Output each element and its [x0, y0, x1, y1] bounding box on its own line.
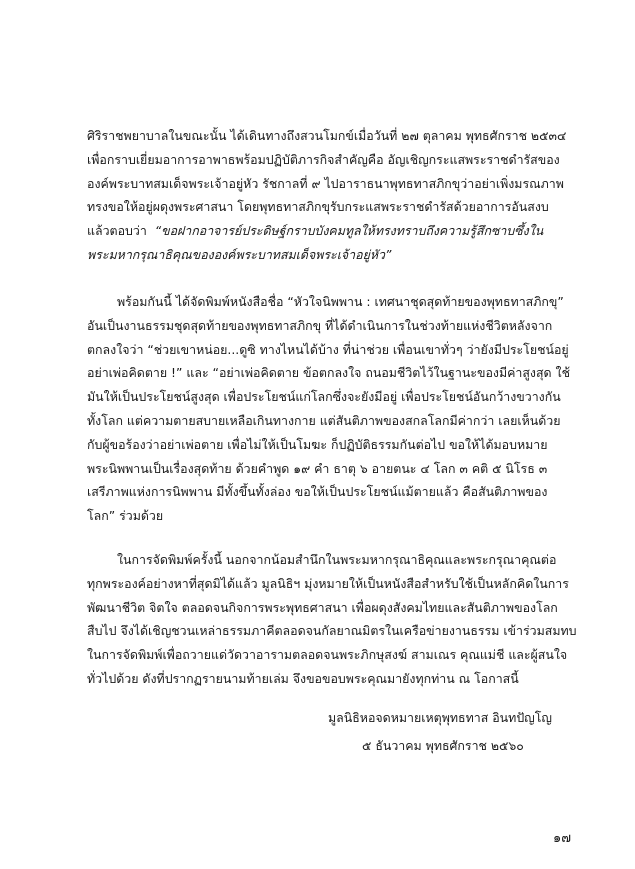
signature-organization: มูลนิธิหอจดหมายเหตุพุทธทาส อินทปัญโญ — [328, 710, 552, 725]
reply-intro: แล้วตอบว่า — [87, 223, 147, 239]
paragraph-printing-purpose — [87, 548, 582, 691]
text-line: โลก” ร่วมด้วย — [87, 508, 164, 524]
text-line: องค์พระบาทสมเด็จพระเจ้าอยู่หัว รัชกาลที่ ๙ ไปอาราธนาพุทธทาสภิกขุว่าอย่าเพิ่งมรณภาพ — [87, 175, 564, 191]
text-line: พัฒนาชีวิต จิตใจ ตลอดจนกิจการพระพุทธศาสนา เพื่อผดุงสังคมไทยและสันติภาพของโลก — [87, 599, 558, 615]
text-line: ทั่วไปด้วย ดังที่ปรากฏรายนามท้ายเล่ม จึงขอขอบพระคุณมายังทุกท่าน ณ โอกาสนี้ — [87, 670, 519, 686]
quote-text: “ขอฝากอาจารย์ประดิษฐ์กราบบังคมทูลให้ทรงทราบถึงความรู้สึกซาบซึ้งใน — [154, 223, 544, 239]
text-line: พร้อมกันนี้ ได้จัดพิมพ์หนังสือชื่อ “หัวใจนิพพาน : เทศนาชุดสุดท้ายของพุทธทาสภิกขุ” — [117, 294, 564, 309]
paragraph-audience-visit — [87, 124, 582, 267]
text-line: เพื่อกราบเยี่ยมอาการอาพาธพร้อมปฏิบัติภารกิจสำคัญคือ อัญเชิญกระแสพระราชดำรัสของ — [87, 151, 560, 167]
page-number: ๑๗ — [553, 831, 572, 846]
text-line — [87, 219, 582, 243]
text-line: อย่าเพ่อคิดตาย !” และ “อย่าเพ่อคิดตาย ข้อตกลงใจ ถนอมชีวิตไว้ในฐานะของมีค่าสูงสุด ใช้ — [87, 365, 570, 381]
text-line: อันเป็นงานธรรมชุดสุดท้ายของพุทธทาสภิกขุ ที่ได้ดำเนินการในช่วงท้ายแห่งชีวิตหลังจาก — [87, 317, 553, 333]
text-line: ทรงขอให้อยู่ผดุงพระศาสนา โดยพุทธทาสภิกขุรับกระแสพระราชดำรัสด้วยอาการอันสงบ — [87, 199, 549, 215]
text-line: กับผู้ขอร้องว่าอย่าเพ่อตาย เพื่อไม่ให้เป็นโมฆะ ก็ปฏิบัติธรรมกันต่อไป ขอให้ได้มอบหมาย — [87, 436, 548, 452]
text-line: ในการจัดพิมพ์เพื่อถวายแด่วัดวาอารามตลอดจนพระภิกษุสงฆ์ สามเณร คุณแม่ชี และผู้สนใจ — [87, 647, 568, 663]
text-line: พระนิพพานเป็นเรื่องสุดท้าย ด้วยคำพูด ๑๙ คำ ธาตุ ๖ อายตนะ ๔ โลก ๓ คติ ๕ นิโรธ ๓ — [87, 460, 548, 476]
text-line: มันให้เป็นประโยชน์สูงสุด เพื่อประโยชน์แก่โลกซึ่งจะยังมีอยู่ เพื่อประโยชน์อันกว้างขวางกัน — [87, 389, 561, 405]
text-line: ตกลงใจว่า “ช่วยเขาหน่อย...ดูซิ ทางไหนได้บ้าง ที่น่าช่วย เพื่อนเขาทั่วๆ ว่ายังมีประโยชน์อยู่ — [87, 341, 569, 357]
signature-date: ๕ ธันวาคม พุทธศักราช ๒๕๖๐ — [362, 738, 524, 753]
text-line: ศิริราชพยาบาลในขณะนั้น ได้เดินทางถึงสวนโมกข์เมื่อวันที่ ๒๗ ตุลาคม พุทธศักราช ๒๕๓๔ — [87, 128, 567, 143]
paragraph-book-publication — [87, 290, 582, 528]
text-line: ทั้งโลก แต่ความตายสบายเหลือเกินทางกาย แต่สันติภาพของสกลโลกมีค่ากว่า เลยเห็นด้วย — [87, 412, 561, 428]
text-line: ในการจัดพิมพ์ครั้งนี้ นอกจากน้อมสำนึกในพระมหากรุณาธิคุณและพระกรุณาคุณต่อ — [117, 552, 557, 567]
quote-text: พระมหากรุณาธิคุณขององค์พระบาทสมเด็จพระเจ้าอยู่หัว” — [87, 246, 392, 262]
text-line: ทุกพระองค์อย่างหาที่สุดมิได้แล้ว มูลนิธิฯ มุ่งหมายให้เป็นหนังสือสำหรับใช้เป็นหลักคิดในการ — [87, 575, 569, 591]
text-line: เสรีภาพแห่งการนิพพาน มีทั้งขึ้นทั้งล่อง ขอให้เป็นประโยชน์แม้ตายแล้ว คือสันติภาพของ — [87, 484, 548, 500]
text-line: สืบไป จึงได้เชิญชวนเหล่าธรรมภาคีตลอดจนกัลยาณมิตรในเครือข่ายงานธรรม เข้าร่วมสมทบ — [87, 623, 577, 639]
